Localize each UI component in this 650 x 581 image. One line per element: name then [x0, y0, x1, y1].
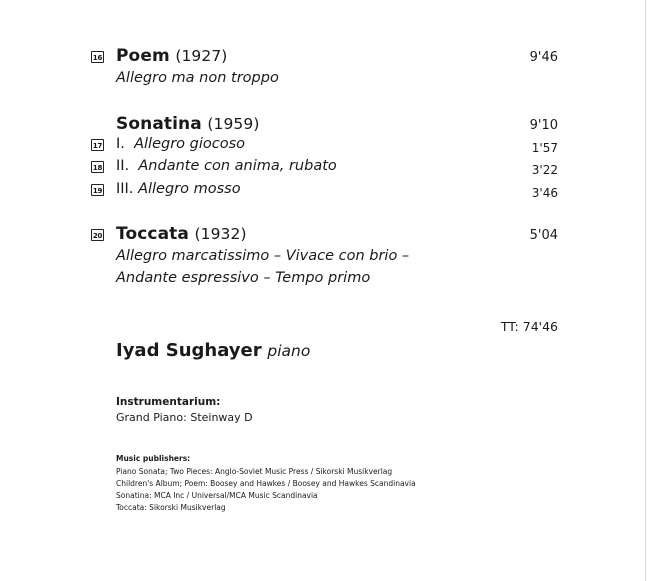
movement-tempo: Allegro mosso [138, 181, 241, 197]
work-duration-sonatina: 9'10 [529, 118, 558, 133]
performer-instrument: piano [267, 342, 311, 360]
track-number-17: 17 [91, 139, 104, 151]
track-number-20: 20 [91, 229, 104, 241]
publishers-heading: Music publishers: [116, 454, 191, 463]
movement-tempo: Andante con anima, rubato [138, 158, 337, 174]
total-time: TT: 74'46 [500, 319, 558, 334]
movement-number: I. [116, 136, 125, 152]
movement-tempo: Allegro giocoso [134, 136, 246, 152]
publisher-line-4: Toccata: Sikorski Musikverlag [116, 503, 226, 512]
work-tempo-toccata-line-1: Allegro marcatissimo – Vivace con brio – [116, 248, 410, 264]
work-title-toccata [116, 224, 247, 244]
movement-row-1 [116, 136, 245, 152]
work-tempo-toccata-line-2: Andante espressivo – Tempo primo [116, 270, 371, 286]
track-number-19: 19 [91, 184, 104, 196]
work-title-sonatina [116, 114, 259, 134]
movement-number: II. [116, 158, 130, 174]
movement-duration-1: 1'57 [531, 141, 558, 155]
work-year: (1932) [194, 225, 247, 243]
page-edge-line [645, 0, 646, 581]
work-year: (1959) [207, 115, 260, 133]
movement-number: III. [116, 181, 134, 197]
instrumentarium-text: Grand Piano: Steinway D [116, 411, 253, 424]
work-duration-poem: 9'46 [529, 50, 558, 65]
performer-credit [116, 340, 310, 361]
publisher-line-1: Piano Sonata; Two Pieces: Anglo-Soviet Music Press / Sikorski Musikverlag [116, 467, 393, 476]
work-name: Poem [116, 46, 170, 66]
publisher-line-2: Children's Album; Poem: Boosey and Hawkes / Boosey and Hawkes Scandinavia [116, 479, 416, 488]
track-number-18: 18 [91, 161, 104, 173]
work-tempo-poem: Allegro ma non troppo [116, 70, 279, 86]
instrumentarium-heading: Instrumentarium: [116, 396, 221, 408]
work-name: Toccata [116, 224, 189, 244]
movement-row-3 [116, 181, 241, 197]
work-title-poem [116, 46, 227, 66]
performer-name: Iyad Sughayer [116, 340, 262, 361]
track-number-16: 16 [91, 51, 104, 63]
work-year: (1927) [175, 47, 228, 65]
movement-duration-2: 3'22 [531, 163, 558, 177]
movement-duration-3: 3'46 [531, 186, 558, 200]
publisher-line-3: Sonatina: MCA Inc / Universal/MCA Music Scandinavia [116, 491, 318, 500]
work-duration-toccata: 5'04 [529, 228, 558, 243]
movement-row-2 [116, 158, 337, 174]
work-name: Sonatina [116, 114, 202, 134]
